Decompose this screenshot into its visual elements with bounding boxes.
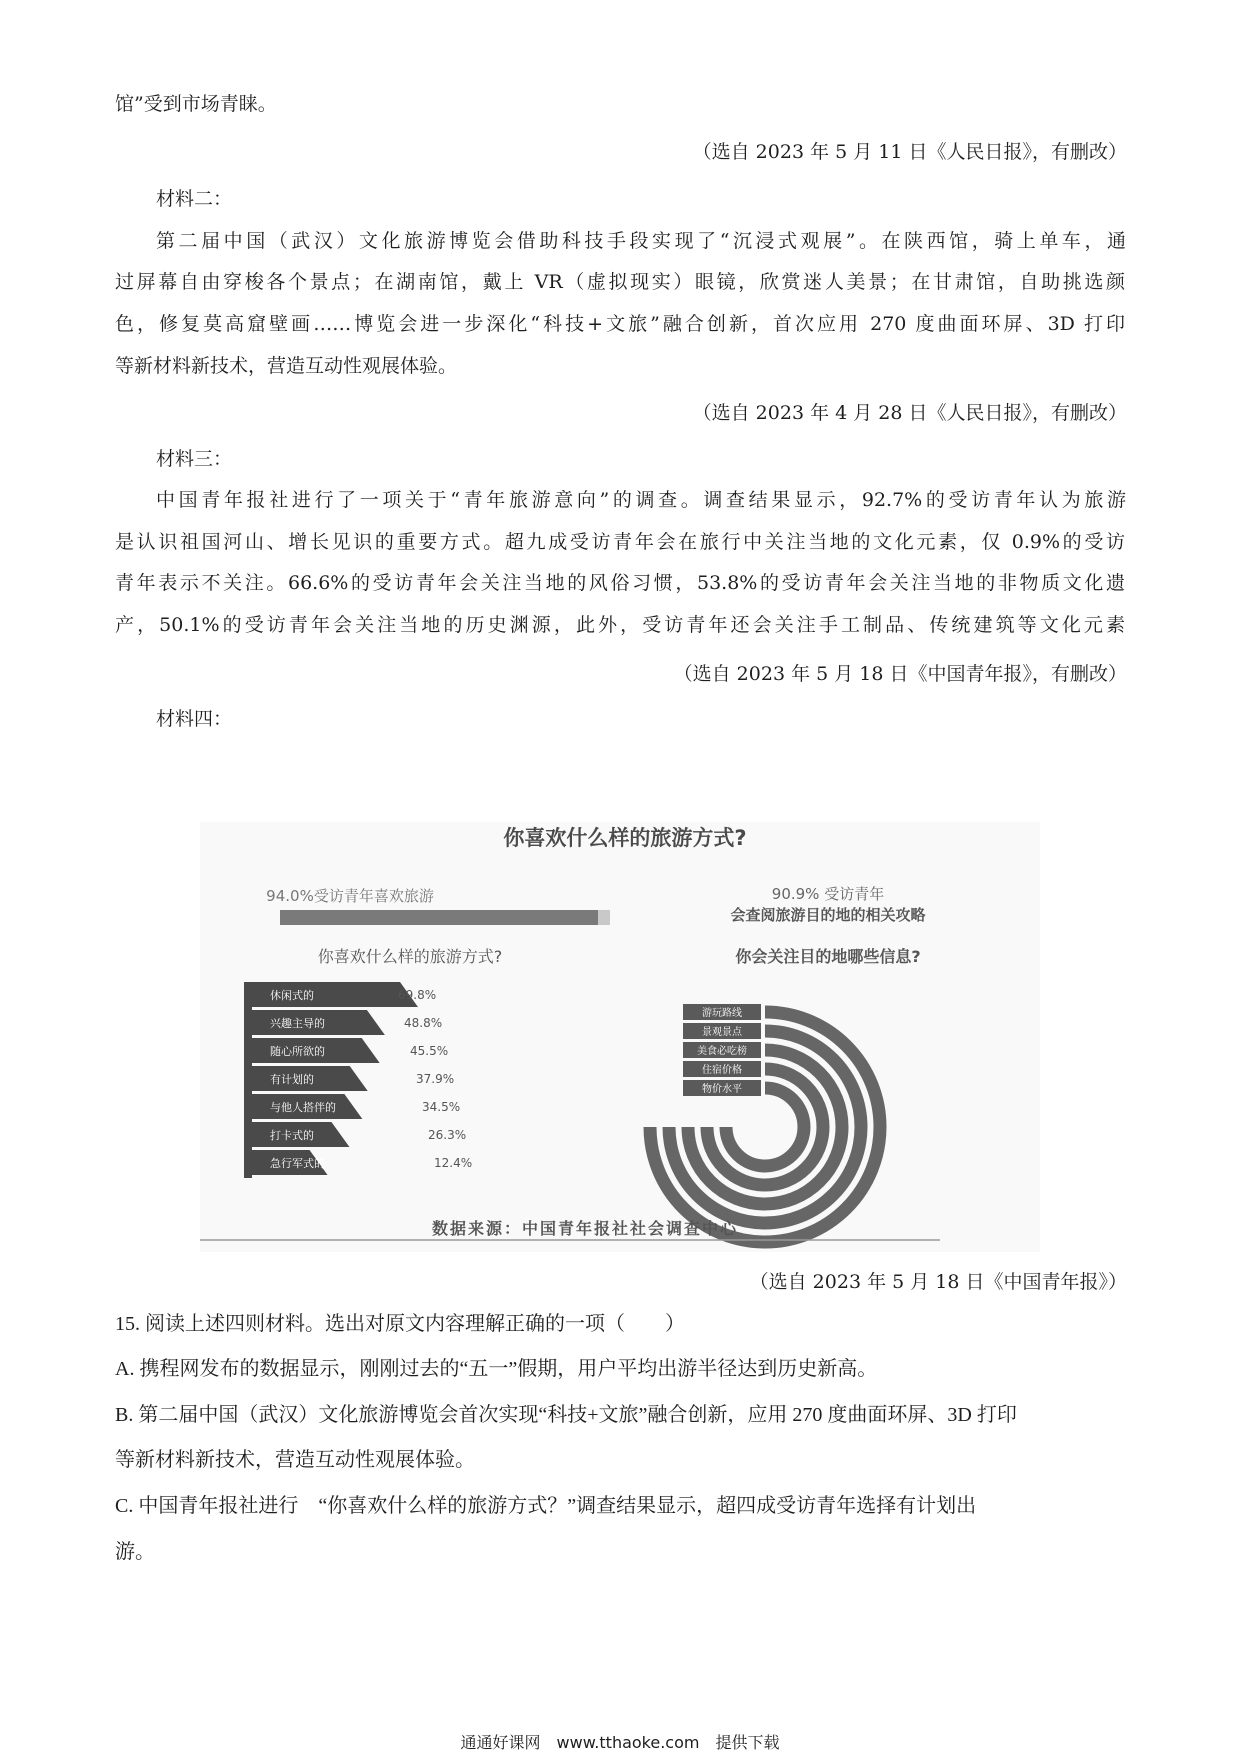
right-subtitle: 你会关注目的地哪些信息?	[735, 947, 921, 966]
paragraph-line: 第二届中国（武汉）文化旅游博览会借助科技手段实现了“沉浸式观展”。在陕西馆，骑上单车，通	[156, 230, 1126, 252]
ring-label: 住宿价格	[702, 1065, 742, 1076]
ring-label: 美食必吃榜	[697, 1046, 747, 1057]
paragraph-line: 产，50.1%的受访青年会关注当地的历史渊源，此外，受访青年还会关注手工制品、传统建筑等文化元素	[115, 614, 1125, 636]
option-c[interactable]: C. 中国青年报社进行 “你喜欢什么样的旅游方式？”调查结果显示，超四成受访青年选择有计划出	[115, 1495, 977, 1517]
source-citation: （选自 2023 年 5 月 18 日《中国青年报》）	[749, 1271, 1127, 1293]
option-c-continued: 游。	[115, 1541, 155, 1563]
progress-bar-rest	[598, 910, 610, 925]
survey-figure	[200, 822, 1040, 1252]
right-header-line2: 会查阅旅游目的地的相关攻略	[730, 906, 926, 924]
fan-bar-value: 34.5%	[422, 1100, 461, 1114]
page-footer: 通通好课网 www.tthaoke.com 提供下载	[460, 1733, 780, 1752]
material-heading: 材料四：	[156, 708, 233, 730]
paragraph-line: 中国青年报社进行了一项关于“青年旅游意向”的调查。调查结果显示，92.7%的受访青年认为旅游	[156, 489, 1126, 511]
material-heading: 材料三：	[156, 448, 233, 470]
data-source: 数据来源：中国青年报社社会调查中心	[431, 1219, 739, 1238]
fan-bar-label: 随心所欲的	[270, 1045, 325, 1058]
fan-bar-value: 48.8%	[404, 1016, 443, 1030]
fan-bar-label: 与他人搭伴的	[270, 1101, 336, 1114]
fan-bar-value: 37.9%	[416, 1072, 455, 1086]
fan-bar-label: 急行军式的	[270, 1157, 325, 1170]
source-citation: （选自 2023 年 4 月 28 日《人民日报》，有删改）	[692, 402, 1127, 424]
paragraph-line: 是认识祖国河山、增长见识的重要方式。超九成受访青年会在旅行中关注当地的文化元素，仅 0.9%的受访	[115, 531, 1125, 553]
left-header: 94.0%受访青年喜欢旅游	[266, 887, 434, 905]
source-citation: （选自 2023 年 5 月 18 日《中国青年报》，有删改）	[673, 663, 1127, 685]
fan-axis	[244, 982, 252, 1178]
fan-bar-value: 12.4%	[434, 1156, 473, 1170]
survey-infographic	[200, 822, 1040, 1252]
paragraph-line: 过屏幕自由穿梭各个景点；在湖南馆，戴上 VR（虚拟现实）眼镜，欣赏迷人美景；在甘肃馆，自助挑选颜	[115, 271, 1125, 293]
question-stem: 15. 阅读上述四则材料。选出对原文内容理解正确的一项（ ）	[115, 1313, 685, 1335]
fan-bar-value: 45.5%	[410, 1044, 449, 1058]
paragraph-line: 色，修复莫高窟壁画……博览会进一步深化“科技+文旅”融合创新，首次应用 270 度曲面环屏、3D 打印	[115, 313, 1125, 335]
progress-bar-fill	[280, 910, 610, 925]
ring-label: 景观景点	[702, 1027, 742, 1038]
option-a[interactable]: A. 携程网发布的数据显示，刚刚过去的“五一”假期，用户平均出游半径达到历史新高。	[115, 1358, 878, 1380]
fan-bar-label: 打卡式的	[270, 1129, 314, 1142]
figure-title: 你喜欢什么样的旅游方式?	[503, 826, 747, 850]
left-subtitle: 你喜欢什么样的旅游方式?	[317, 947, 503, 966]
ring-label: 游玩路线	[702, 1008, 742, 1019]
text-line: 馆”受到市场青睐。	[115, 93, 277, 115]
fan-bar-value: 26.3%	[428, 1128, 467, 1142]
fan-bar-label: 兴趣主导的	[270, 1017, 325, 1030]
paragraph-line: 等新材料新技术，营造互动性观展体验。	[115, 355, 458, 377]
right-header-line1: 90.9% 受访青年	[771, 885, 885, 903]
fan-bar-label: 休闲式的	[270, 989, 314, 1002]
source-citation: （选自 2023 年 5 月 11 日《人民日报》，有删改）	[692, 141, 1127, 163]
paragraph-line: 青年表示不关注。66.6%的受访青年会关注当地的风俗习惯，53.8%的受访青年会关注当地的非物质文化遗	[115, 572, 1125, 594]
fan-bar-label: 有计划的	[270, 1073, 314, 1086]
option-b-continued: 等新材料新技术，营造互动性观展体验。	[115, 1449, 475, 1471]
fan-bar-value: 69.8%	[398, 988, 437, 1002]
option-b[interactable]: B. 第二届中国（武汉）文化旅游博览会首次实现“科技+文旅”融合创新，应用 270 度曲面环屏、3D 打印	[115, 1404, 1017, 1426]
ring-label: 物价水平	[702, 1084, 742, 1095]
material-heading: 材料二：	[156, 188, 233, 210]
